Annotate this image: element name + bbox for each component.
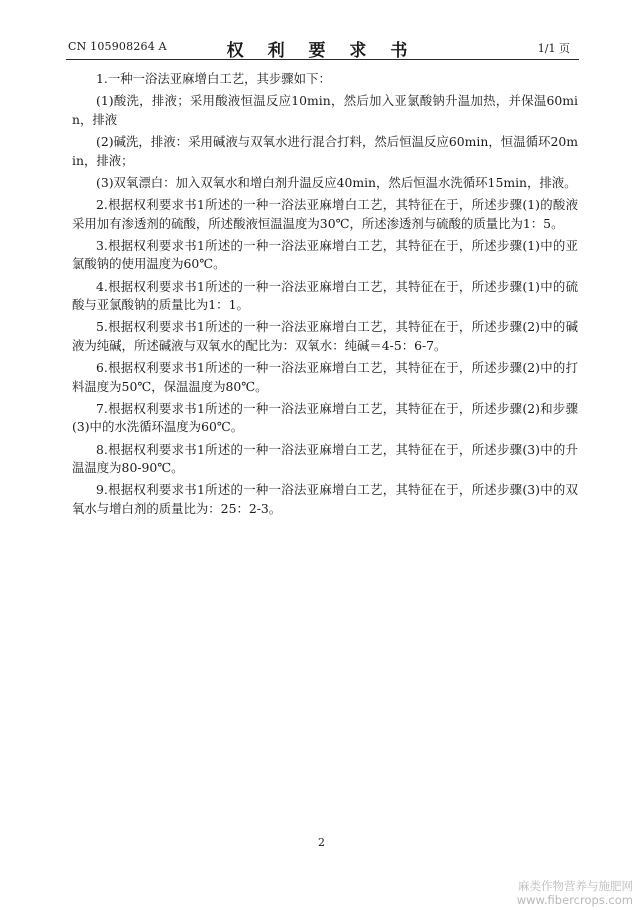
claim-1-step-1: (1)酸洗，排液；采用酸液恒温反应10min，然后加入亚氯酸钠升温加热，并保温60min，排液 xyxy=(72,93,578,127)
claim-1-step-2: (2)碱洗，排液：采用碱液与双氧水进行混合打料，然后恒温反应60min，恒温循环20min，排液； xyxy=(72,133,578,168)
page-title: 权 利 要 求 书 xyxy=(226,41,417,61)
claim-1-step-3: (3)双氧漂白：加入双氧水和增白剂升温反应40min，然后恒温水洗循环15min，排液。 xyxy=(96,174,577,190)
page-number: 2 xyxy=(318,836,325,849)
watermark-site-name: 麻类作物营养与施肥网 xyxy=(518,879,633,893)
claim-6: 6.根据权利要求书1所述的一种一浴法亚麻增白工艺，其特征在于，所述步骤(2)中的打料温度为50℃，保温温度为80℃。 xyxy=(72,360,578,394)
claim-3: 3.根据权利要求书1所述的一种一浴法亚麻增白工艺，其特征在于，所述步骤(1)中的亚氯酸钠的使用温度为60℃。 xyxy=(72,237,578,272)
claims-body xyxy=(72,70,578,522)
header-divider xyxy=(66,59,579,60)
claim-8: 8.根据权利要求书1所述的一种一浴法亚麻增白工艺，其特征在于，所述步骤(3)中的升温温度为80-90℃。 xyxy=(72,441,578,476)
publication-number: CN 105908264 A xyxy=(68,40,167,53)
watermark-site-url: www.fibercrops.com xyxy=(516,893,633,907)
claim-4: 4.根据权利要求书1所述的一种一浴法亚麻增白工艺，其特征在于，所述步骤(1)中的硫酸与亚氯酸钠的质量比为1：1。 xyxy=(72,278,578,313)
claim-9: 9.根据权利要求书1所述的一种一浴法亚麻增白工艺，其特征在于，所述步骤(3)中的双氧水与增白剂的质量比为：25：2-3。 xyxy=(72,482,578,516)
claim-2: 2.根据权利要求书1所述的一种一浴法亚麻增白工艺，其特征在于，所述步骤(1)的酸液采用加有渗透剂的硫酸，所述酸液恒温温度为30℃，所述渗透剂与硫酸的质量比为1：5。 xyxy=(72,196,578,231)
page-indicator: 1/1 页 xyxy=(537,42,570,55)
claim-1-intro: 1.一种一浴法亚麻增白工艺，其步骤如下： xyxy=(96,71,331,86)
claim-5: 5.根据权利要求书1所述的一种一浴法亚麻增白工艺，其特征在于，所述步骤(2)中的碱液为纯碱，所述碱液与双氧水的配比为：双氧水：纯碱＝4-5：6-7。 xyxy=(72,319,578,353)
claim-7: 7.根据权利要求书1所述的一种一浴法亚麻增白工艺，其特征在于，所述步骤(2)和步骤(3)中的水洗循环温度为60℃。 xyxy=(72,400,578,435)
